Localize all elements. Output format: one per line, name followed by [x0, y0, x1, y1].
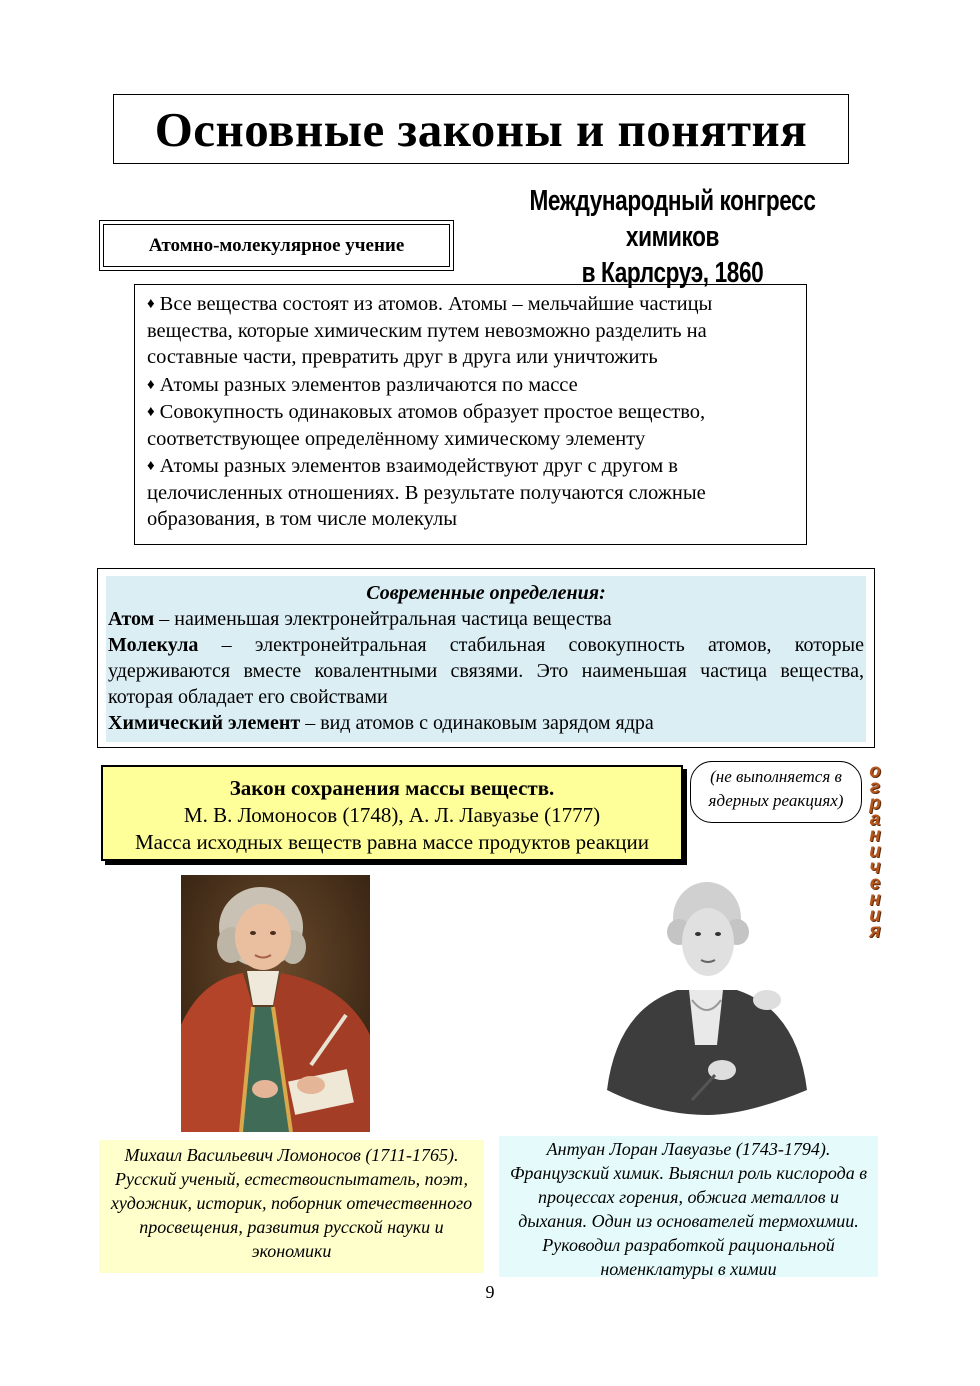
vertical-letter: и: [869, 905, 881, 926]
modern-definitions-box: [97, 568, 875, 748]
lavoisier-caption: Антуан Лоран Лавуазье (1743-1794). Французский химик. Выяснил роль кислорода в процессах горения, обжига металлов и дыхания. Один из основателей термохимии. Руководил разработкой рациональной номенклатуры в химии: [499, 1136, 878, 1277]
amu-label: Атомно-молекулярное учение: [103, 224, 450, 267]
definition-text: – электронейтральная стабильная совокупность атомов, которые удерживаются вместе ковалентными связями. Это наименьшая частица вещества, которая обладает его свойствами: [108, 634, 864, 708]
vertical-letter: н: [869, 889, 881, 910]
law-statement: Масса исходных веществ равна массе продуктов реакции: [134, 830, 650, 854]
modern-definitions-heading: Современные определения:: [366, 582, 606, 604]
page-number: 9: [485, 1282, 495, 1302]
diamond-bullet-icon: ♦: [147, 376, 155, 393]
postulate-text: Атомы разных элементов различаются по массе: [159, 373, 578, 396]
congress-line-1: Международный конгресс химиков: [529, 185, 816, 253]
vertical-letter: а: [869, 809, 881, 830]
vertical-letter: о: [869, 761, 881, 782]
limitation-callout: (не выполняется в ядерных реакциях): [690, 761, 862, 823]
postulates-box: [134, 284, 807, 545]
definition-atom: [108, 606, 864, 632]
postulate-text: Совокупность одинаковых атомов образует простое вещество, соответствующее определённому химическому элементу: [147, 401, 706, 450]
definition-term: Атом: [108, 608, 155, 630]
vertical-letter: я: [869, 921, 881, 942]
definition-molecule: [108, 632, 864, 710]
postulate-item: [147, 291, 794, 371]
postulate-item: [147, 399, 794, 452]
modern-definitions-fill: [106, 576, 866, 742]
postulate-item: [147, 372, 794, 399]
congress-line-2: в Карлсруэ, 1860: [581, 257, 764, 289]
postulate-text: Атомы разных элементов взаимодействуют друг с другом в целочисленных отношениях. В результате получаются сложные образования, в том числе молекулы: [147, 455, 706, 530]
conservation-law-box: [101, 765, 683, 861]
lomonosov-portrait: [181, 875, 370, 1132]
vertical-letter: ч: [869, 857, 881, 878]
diamond-bullet-icon: ♦: [147, 458, 155, 474]
vertical-letter: г: [869, 777, 881, 798]
diamond-bullet-icon: ♦: [147, 404, 155, 420]
diamond-bullet-icon: ♦: [147, 296, 155, 312]
postulate-item: [147, 453, 794, 533]
definition-text: – наименьшая электронейтральная частица вещества: [154, 608, 612, 630]
vertical-letter: н: [869, 825, 881, 846]
postulate-text: Все вещества состоят из атомов. Атомы – мельчайшие частицы вещества, которые химическим путем невозможно разделить на составные части, превратить друг в друга или уничтожить: [147, 293, 713, 368]
page-title: Основные законы и понятия: [154, 101, 808, 157]
definition-term: Молекула: [108, 634, 199, 656]
vertical-letter: и: [869, 841, 881, 862]
lavoisier-portrait: [597, 870, 812, 1128]
vertical-letter: р: [869, 793, 881, 814]
lomonosov-caption: Михаил Васильевич Ломоносов (1711-1765). Русский ученый, естествоиспытатель, поэт, художник, историк, поборник отечественного просвещения, развития русской науки и экономики: [99, 1140, 484, 1273]
vertical-letter: е: [869, 873, 881, 894]
definition-text: – вид атомов с одинаковым зарядом ядра: [300, 712, 654, 734]
congress-heading: [503, 183, 842, 291]
amu-label-box: [99, 220, 454, 271]
title-box: [113, 94, 849, 164]
law-title: Закон сохранения массы веществ.: [229, 776, 555, 800]
definition-element: [108, 710, 864, 736]
law-authors: М. В. Ломоносов (1748), А. Л. Лавуазье (1777): [183, 803, 601, 827]
limitation-vertical-label: [864, 761, 886, 942]
definition-term: Химический элемент: [108, 712, 301, 734]
